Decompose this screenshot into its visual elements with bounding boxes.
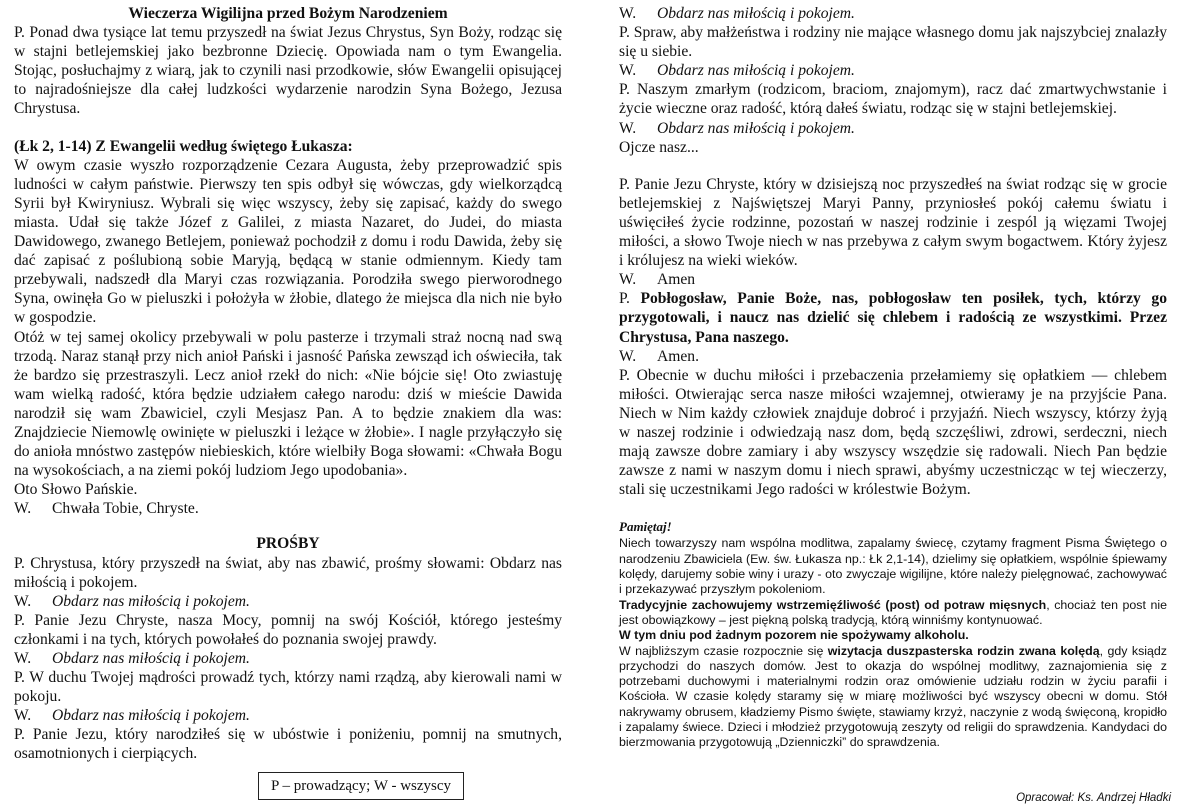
author-name: Ks. Andrzej Hładki [1077, 792, 1171, 804]
response-text: Obdarz nas miłością i pokojem. [52, 650, 250, 667]
response-label: W. [619, 5, 637, 22]
response-text: Obdarz nas miłością i pokojem. [657, 5, 855, 22]
petition-2: P. W duchu Twojej mądrości prowadź tych, którzy nami rządzą, aby kierowali nami w pokoju. [14, 669, 562, 706]
prosby-heading: PROŚBY [256, 535, 320, 553]
response-line [619, 119, 1167, 138]
response-text: Obdarz nas miłością i pokojem. [657, 119, 855, 137]
response-line [14, 592, 562, 611]
note-1: Niech towarzyszy nam wspólna modlitwa, zapalamy świecę, czytamy fragment Pisma Świętego o narodzeniu Zbawiciela (Ew. św. Łukasza np.: Łk 2,1-14), dzielimy się opłatkiem, wspólnie śpiewamy kolędy, darujemy sobie winy i urazy - oto zwyczaje wigilijne, które należy pielęgnować, zachowywać i przekazywać przyszłym pokoleniom. [619, 536, 1167, 597]
response-text: Amen. [657, 347, 700, 365]
response-line [14, 649, 562, 668]
response-label: W. [619, 271, 637, 289]
response-text: Amen [657, 271, 696, 289]
response-line [14, 706, 562, 725]
gospel-heading: (Łk 2, 1-14) Z Ewangelii według świętego Łukasza: [14, 137, 353, 155]
closing-prayer: P. Panie Jezu Chryste, który w dzisiejszą noc przyszedłeś na świat rodząc się w grocie betlejemskiej z Najświętszej Maryi Panny, przyniosłeś pokój całemu światu i uświęciłeś życie rodzinne, pozostań w naszej rodzinie i zespól ją więzami Twojej miłości, a słowo Twoje niech w nas przebywa z całym swym bogactwem. Który żyjesz i królujesz na wieki wieków. [619, 175, 1167, 270]
response-label: W. [14, 500, 32, 518]
response-line [619, 4, 1167, 23]
gospel-closing: Oto Słowo Pańskie. [14, 481, 138, 499]
document-title: Wieczerza Wigilijna przed Bożym Narodzeniem [128, 5, 448, 22]
petition-1: P. Panie Jezu Chryste, nasza Mocy, pomnij na swój Kościół, którego jesteśmy członkami i na tych, których powołałeś do poznania swojej prawdy. [14, 611, 562, 648]
intro-paragraph: P. Ponad dwa tysiące lat temu przyszedł na świat Jezus Chrystus, Syn Boży, rodząc się w stajni betlejemskiej jako bezbronne Dziecię. Opowiada nam o tym Ewangelia. Stojąc, posłuchajmy z wiarą, jak to czynili nasi przodkowie, słów Ewangelii opisującej to najradośniejsze dla całej ludzkości wydarzenie narodzin Syna Bożego, Jezusa Chrystusa. [14, 24, 562, 118]
note-4-rest: , gdy ksiądz przychodzi do naszych domów. Jest to okazja do wspólnej modlitwy, zaznajomienia się z potrzebami duchowymi i materialnymi rodzin oraz omówienie udziału rodzin w życiu parafii i Kościoła. W czasie kolędy staramy się w miarę możliwości być wszyscy obecni w domu. Stół nakrywamy obrusem, kładziemy Pismo święte, stawiamy krzyż, naczynie z wodą święconą, kropidło i zapalamy świece. Dzieci i młodzież przygotowują zeszyty od religii do sprawdzenia. Kandydaci do bierzmowania przygotowują „Dzienniczki” do sprawdzenia. [619, 643, 1167, 750]
our-father: Ojcze nasz... [619, 138, 699, 156]
note-3-bold: W tym dniu pod żadnym pozorem nie spożywamy alkoholu. [619, 628, 969, 643]
blessing-prayer [619, 289, 1167, 346]
blessing-text: Pobłogosław, Panie Boże, nas, pobłogosław ten posiłek, tych, którzy go przygotowali, i naucz nas dzielić się chlebem i radością ze wszystkimi. Przez Chrystusa, Pana naszego. [619, 290, 1168, 346]
amen-response [619, 270, 1167, 289]
note-3 [619, 628, 1167, 643]
note-2-rest: , chociaż ten post nie jest obowiązkowy – jest piękną polską tradycją, którą winniśmy kontynuować. [619, 597, 1167, 627]
petition-3: P. Panie Jezu, który narodziłeś się w ubóstwie i poniżeniu, pomnij na smutnych, osamotnionych i cierpiących. [14, 726, 562, 763]
note-2-bold: Tradycyjnie zachowujemy wstrzemięźliwość (post) od potraw mięsnych [619, 597, 1047, 612]
legend-box: P – prowadzący; W - wszyscy [258, 772, 464, 800]
note-4-start: W najbliższym czasie rozpocznie się [619, 643, 828, 658]
remember-heading: Pamiętaj! [619, 519, 672, 535]
prosby-intro: P. Chrystusa, który przyszedł na świat, aby nas zbawić, prośmy słowami: Obdarz nas miłością i pokojem. [14, 554, 562, 591]
author-credit [1016, 792, 1171, 804]
response-label: W. [14, 707, 32, 725]
petition-4: P. Spraw, aby małżeństwa i rodziny nie mające własnego domu jak najszybciej znalazły się u siebie. [619, 24, 1167, 61]
oplatek-paragraph: P. Obecnie w duchu miłości i przebaczenia przełamiemy się opłatkiem — chlebem miłości. Otwierając serca nasze miłości wzajemnej, otwierамy je na przyjście Pana. Niech w Nim każdy człowiek znajduje dobroć i przyjaźń. Niech wszyscy, którzy żyją w naszej rodzinie i odwiedzają nasz dom, będą szczęśliwi, zdrowi, serdeczni, niech mają zawsze dobre zamiary i aby wszyscy wszędzie się radowali. Niech Pan będzie zawsze z nami w naszym domu i niech sprawi, abyśmy uczestnicząc w tej wieczerzy, stali się uczestnikami Jego radości w królestwie Bożym. [619, 366, 1167, 499]
left-column [14, 4, 562, 764]
response-label: W. [619, 62, 637, 80]
response-text: Obdarz nas miłością i pokojem. [657, 62, 855, 80]
response-label: W. [619, 119, 637, 137]
response-text: Obdarz nas miłością i pokojem. [52, 592, 250, 610]
response-label: W. [14, 592, 32, 610]
response-line [619, 61, 1167, 80]
note-4-bold: wizytacja duszpasterska rodzin zwana kolędą [827, 643, 1100, 658]
author-label: Opracował: [1016, 792, 1075, 804]
gospel-response [14, 499, 562, 518]
note-4 [619, 644, 1167, 751]
response-label: W. [619, 347, 637, 365]
right-column [619, 4, 1167, 751]
gospel-paragraph-1: W owym czasie wyszło rozporządzenie Cezara Augusta, żeby przeprowadzić spis ludności w całym państwie. Pierwszy ten spis odbył się wówczas, gdy wielkorządcą Syrii był Kwiryniusz. Wybrali się więc wszyscy, żeby się zapisać, każdy do swego miasta. Udał się także Józef z Galilei, z miasta Nazaret, do Judei, do miasta Dawidowego, zwanego Betlejem, ponieważ pochodził z domu i rodu Dawida, żeby się dać zapisać z poślubioną sobie Maryją, będącą w stanie odmiennym. Kiedy tam przebywali, nadszedł dla Maryi czas rozwiązania. Porodziła swego pierworodnego Syna, owinęła Go w pieluszki i położyła w żłobie, dlatego że miejsca dla nich nie było w gospodzie. [14, 156, 562, 327]
gospel-paragraph-2: Otóż w tej samej okolicy przebywali w polu pasterze i trzymali straż nocną nad swą trzodą. Naraz stanął przy nich anioł Pański i jasność Pańska zewsząd ich oświeciła, tak że bardzo się przestraszyli. Lecz anioł rzekł do nich: «Nie bójcie się! Oto zwiastuję wam wielką radość, która będzie udziałem całego narodu: dziś w mieście Dawida narodził się wam Zbawiciel, czyli Mesjasz Pan. A to będzie znakiem dla was: Znajdziecie Niemowlę owinięte w pieluszki i leżące w żłobie». I nagle przyłączyło się do anioła mnóstwo zastępów niebieskich, które wielbiły Boga słowami: «Chwała Bogu na wysokościach, a na ziemi pokój ludziom Jego upodobania». [14, 328, 562, 480]
response-label: W. [14, 650, 32, 667]
note-2 [619, 598, 1167, 629]
amen-response [619, 347, 1167, 366]
response-text: Chwała Tobie, Chryste. [52, 500, 199, 518]
response-text: Obdarz nas miłością i pokojem. [52, 707, 250, 725]
blessing-prefix: P. [619, 290, 630, 308]
petition-5: P. Naszym zmarłym (rodzicom, braciom, znajomym), racz dać zmartwychwstanie i życie wieczne oraz radość, którą dałeś światu, rodząc się w stajni betlejemskiej. [619, 81, 1167, 118]
remember-notes [619, 536, 1167, 750]
